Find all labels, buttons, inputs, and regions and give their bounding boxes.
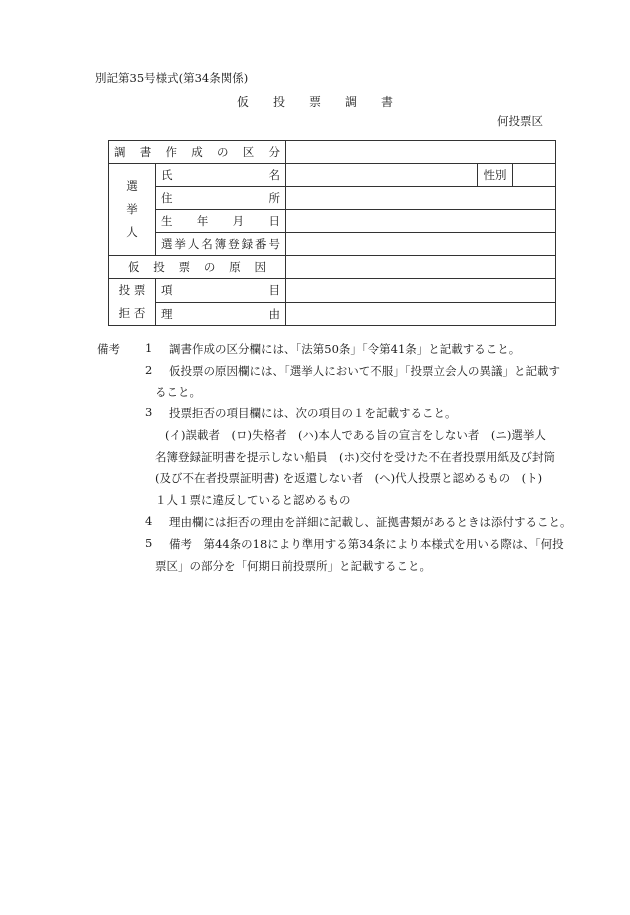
rejection-group-label: 投 票 拒 否 (109, 279, 156, 326)
reason-label: 仮投票の原因 (109, 256, 286, 279)
note-number: 1 (145, 341, 153, 355)
notes-heading: 備考 (97, 342, 120, 356)
note-text: (イ)誤載者 (ロ)失格者 (ハ)本人である旨の宣言をしない者 (ニ)選挙人 (165, 428, 546, 442)
note-text: 投票拒否の項目欄には、次の項目の１を記載すること。 (169, 406, 457, 420)
registry-number-label: 選挙人名簿登録番号 (156, 233, 286, 256)
note-text: 理由欄には拒否の理由を詳細に記載し、証拠書類があるときは添付すること。 (169, 515, 572, 529)
section-label: 調書作成の区分 (109, 141, 286, 164)
note-text: １人１票に違反していると認めるもの (155, 493, 351, 507)
note-text: 備考 第44条の18により準用する第34条により本様式を用いる際は、「何投 (169, 537, 564, 551)
note-text: ること。 (155, 385, 201, 399)
item-label: 項目 (156, 279, 286, 303)
voter-group-label: 選 挙 人 (109, 164, 156, 256)
note-text: 名簿登録証明書を提示しない船員 (ホ)交付を受けた不在者投票用紙及び封筒 (155, 450, 555, 464)
cause-label: 理由 (156, 302, 286, 326)
address-label: 住所 (156, 187, 286, 210)
polling-district-label: 何投票区 (497, 114, 543, 128)
note-text: 票区」の部分を「何期日前投票所」と記載すること。 (155, 559, 431, 573)
note-text: 仮投票の原因欄には、「選挙人において不服」「投票立会人の異議」と記載す (169, 364, 560, 378)
note-number: 2 (145, 363, 153, 377)
name-label: 氏名 (156, 164, 286, 187)
document-title: 仮 投 票 調 書 (236, 95, 393, 109)
dob-label: 生年月日 (156, 210, 286, 233)
gender-label: 性別 (478, 164, 513, 187)
form-number-label: 別記第35号様式(第34条関係) (95, 71, 249, 85)
note-text: 調書作成の区分欄には、「法第50条」「令第41条」と記載すること。 (169, 342, 521, 356)
note-number: 4 (145, 514, 153, 528)
note-number: 3 (145, 405, 153, 419)
note-number: 5 (145, 536, 153, 550)
note-text: (及び不在者投票証明書) を返還しない者 (ヘ)代人投票と認めるもの (ト) (155, 471, 543, 485)
